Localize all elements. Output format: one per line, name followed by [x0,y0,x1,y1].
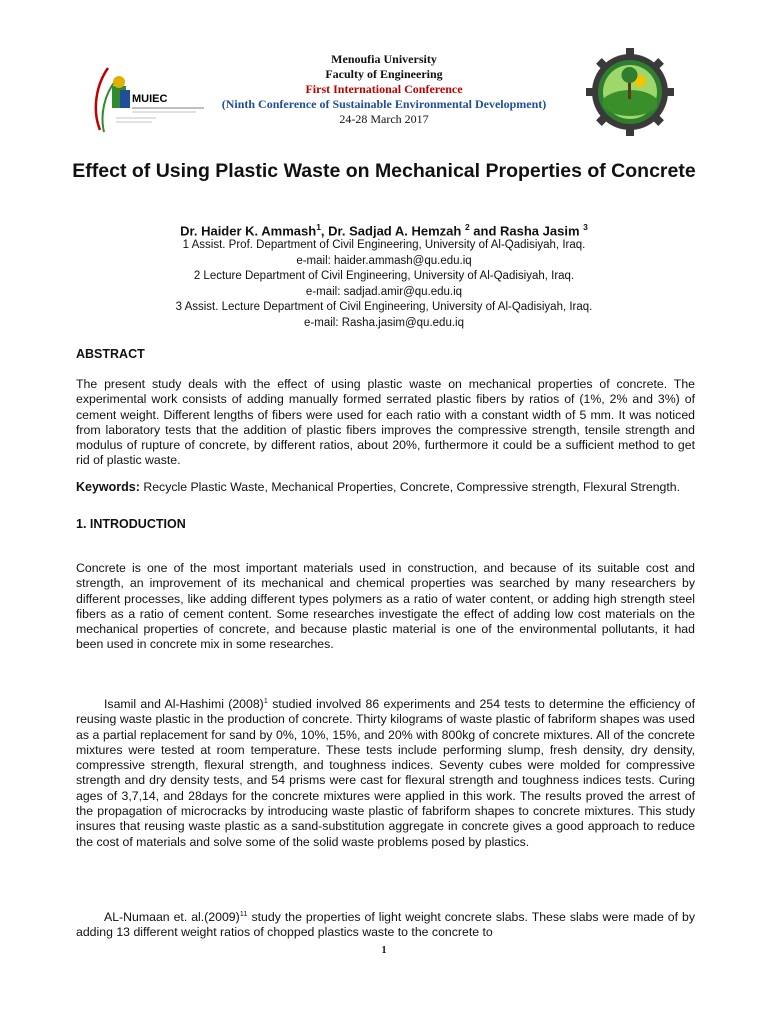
citation-ref: 1 [263,695,268,705]
conference-dates: 24-28 March 2017 [339,112,429,126]
author-affil-mark: 3 [583,222,588,232]
author-affil-mark: 2 [464,222,470,232]
citation-lead: AL-Numaan et. al.(2009) [104,910,240,924]
author-affil-mark: 1 [316,222,321,232]
affiliation-line: 1 Assist. Prof. Department of Civil Engineering, University of Al-Qadisiyah, Iraq. [182,239,586,251]
page-number: 1 [381,945,387,956]
paragraph-body: studied involved 86 experiments and 254 tests to determine the efficiency of reusing waste plastic in the production of concrete. Thirty kilograms of waste plastic of fabriform shapes was used as a partial replacement for sand by 0%, 10%, 15%, and 20% with 800kg of concrete mixtures. All of the concrete mixtures were tested at room temperature. These tests include performing slump, fresh density, dry density, compressive strength, flexural strength, and toughness indices. Seventy cubes were molded for compressive strength and dry density tests, and 54 prisms were cast for flexural strength and toughness indices tests. Curing ages of 3,7,14, and 28days for the concrete mixtures were applied in this work. The results proved the arrest of the propagation of microcracks by introducing waste plastic of fabriform shapes to concrete mixtures. This study insures that reusing waste plastic as a sand-substitution aggregate in concrete gives a good approach to reduce the cost of materials and solve some of the solid waste problems posed by plastics. [76,697,695,849]
author-name: Dr. Haider K. Ammash [180,223,317,239]
intro-paragraph-1: Concrete is one of the most important materials used in construction, and because of its suitable cost and strength, an improvement of its mechanical and chemical properties was searched by many researchers by different processes, like adding different types polymers as a ratio of water content, or adding high strength steel fibers as a ratio of cement content. Some researches investigate the effect of adding low cost materials on the mechanical properties of concrete, and because plastic material is one of the environmental pollutants, it had been used in concrete mix in some researches. [76,561,695,652]
introduction-heading: 1. INTRODUCTION [76,517,186,531]
svg-text:MUIEC: MUIEC [132,93,168,105]
author-list [0,222,768,238]
sustainability-gear-logo [585,47,675,137]
intro-paragraph-2 [76,697,695,850]
intro-paragraph-3 [76,910,695,941]
author-name: Rasha Jasim [500,223,584,239]
faculty-name: Faculty of Engineering [325,67,443,81]
paper-title: Effect of Using Plastic Waste on Mechanical Properties of Concrete [72,160,696,182]
abstract-heading: ABSTRACT [76,347,145,361]
keywords [76,481,695,495]
keywords-text: Recycle Plastic Waste, Mechanical Properties, Concrete, Compressive strength, Flexural Strength. [139,480,681,494]
conference-name: First International Conference [305,82,463,96]
affiliation-line: 2 Lecture Department of Civil Engineering, University of Al-Qadisiyah, Iraq. [193,270,575,283]
affiliation-email: e-mail: Rasha.jasim@qu.edu.iq [304,316,464,329]
author-separator: and [469,223,501,239]
author-name: Dr. Sadjad A. Hemzah [328,223,465,239]
keywords-label: Keywords: [76,480,140,494]
paragraph-body: study the properties of light weight concrete slabs. These slabs were made of by adding 13 different weight ratios of chopped plastics waste to the concrete to [76,910,695,940]
affiliation-email: e-mail: sadjad.amir@qu.edu.iq [305,285,463,298]
affiliation-email: e-mail: haider.ammash@qu.edu.iq [296,254,472,267]
university-name: Menoufia University [331,52,437,66]
author-separator: , [320,223,329,239]
affiliation-line: 3 Assist. Lecture Department of Civil Engineering, University of Al-Qadisiyah, Iraq. [175,301,593,314]
abstract-text: The present study deals with the effect of using plastic waste on mechanical properties of concrete. The experimental work consists of adding manually formed serrated plastic fibers by ratios of (1%, 2% and 3%) of cement weight. Different lengths of fibers were used for each ratio with a constant width of 5 mm. It was noticed from laboratory tests that the addition of plastic fibers improves the compressive strength, tensile strength and modulus of rupture of concrete, by different ratios, about 20%, furthermore it could be a sufficient method to get rid of plastic waste. [76,377,695,468]
citation-ref: 11 [239,908,248,918]
citation-lead: Isamil and Al-Hashimi (2008) [104,697,264,711]
conference-subtitle: (Ninth Conference of Sustainable Environmental Development) [221,97,547,111]
affiliations [0,238,768,332]
